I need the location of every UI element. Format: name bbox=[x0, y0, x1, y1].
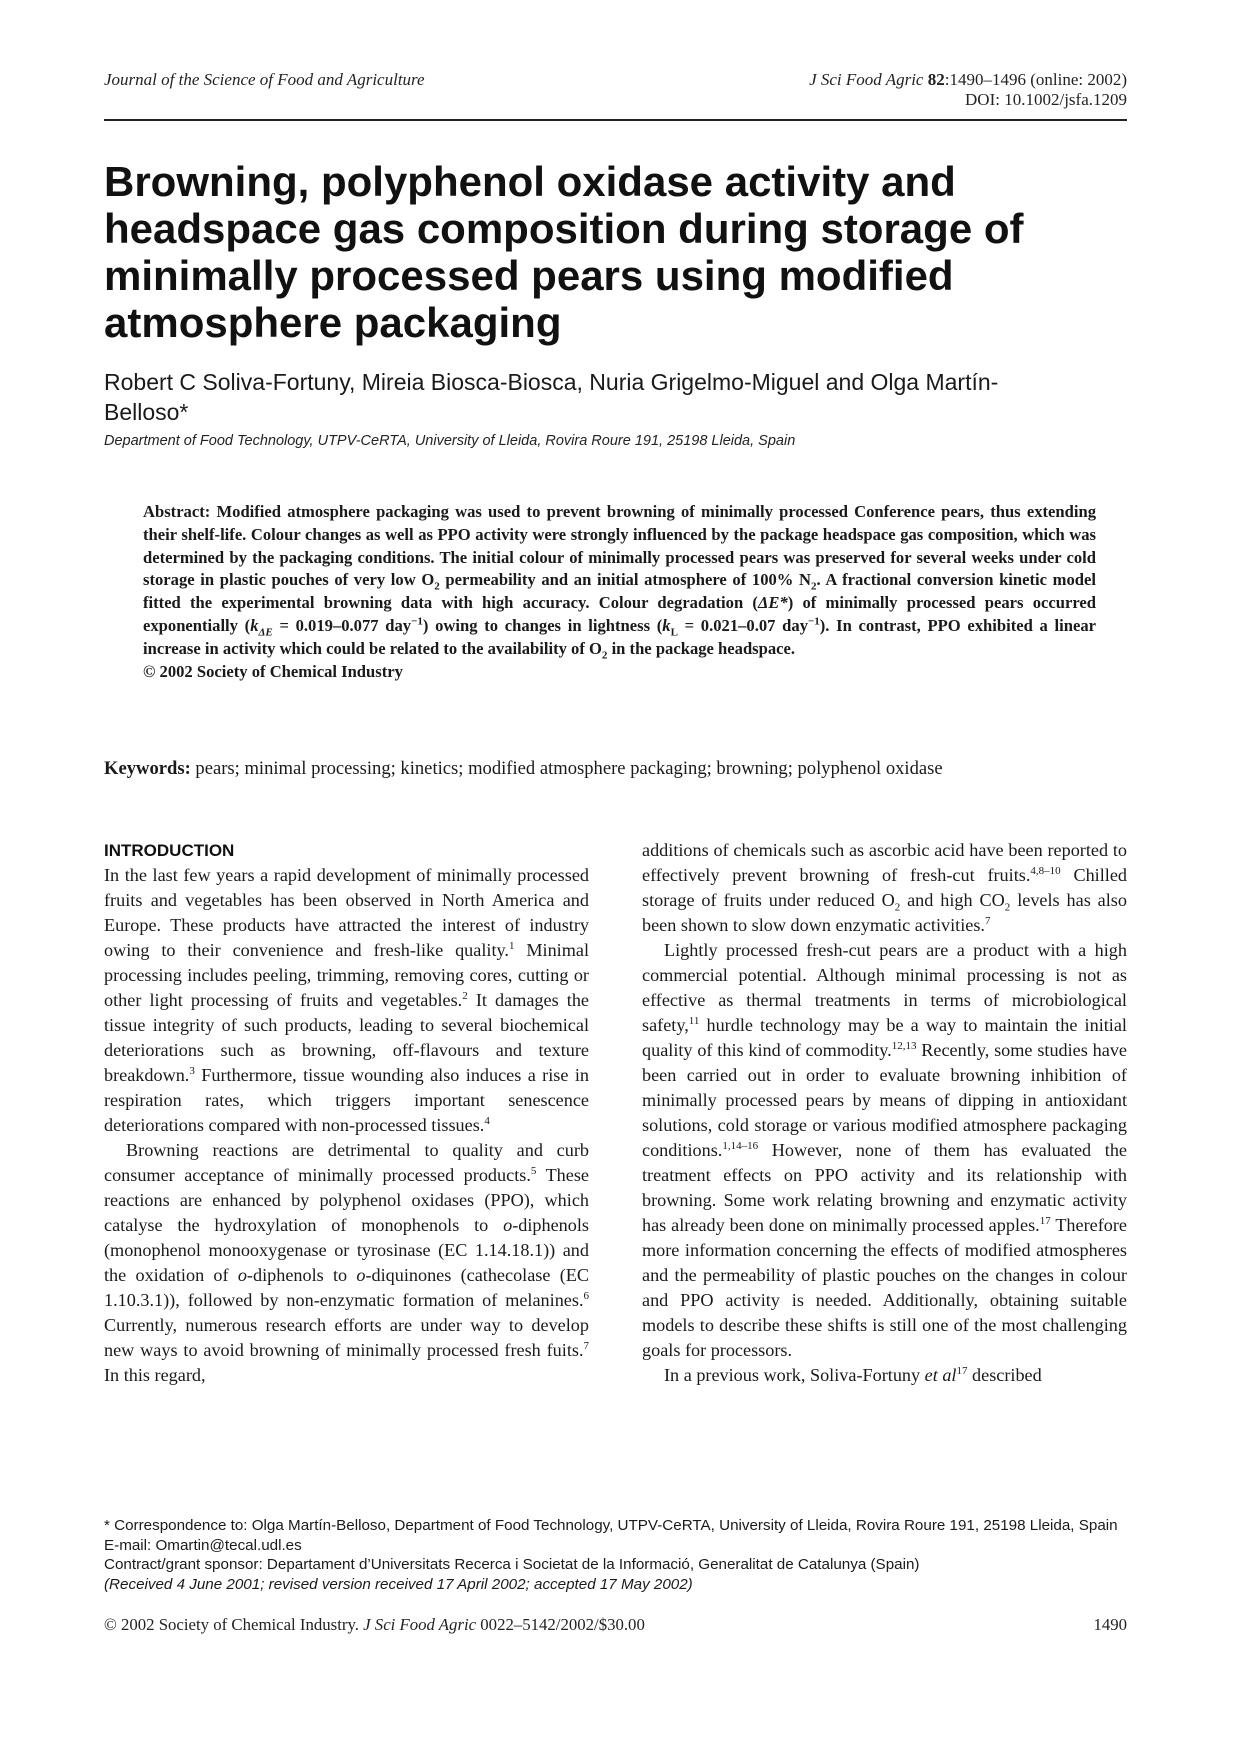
page-number: 1490 bbox=[1093, 1615, 1127, 1634]
keywords bbox=[104, 758, 1127, 780]
abstract-copyright: © 2002 Society of Chemical Industry bbox=[143, 661, 403, 681]
email-note[interactable]: E-mail: Omartin@tecal.udl.es bbox=[104, 1536, 302, 1554]
doi-link[interactable]: DOI: 10.1002/jsfa.1209 bbox=[965, 90, 1127, 109]
paragraph: In a previous work, Soliva-Fortuny et $al^{17}$ described bbox=[664, 1364, 1042, 1385]
received-note: (Received 4 June 2001; revised version received 17 April 2002; accepted 17 May 2002) bbox=[104, 1575, 693, 1593]
section-heading: INTRODUCTION bbox=[104, 841, 235, 860]
paragraph: additions of chemicals such as ascorbic acid have been reported to effectively prevent browning of fresh-cut fruits.$^{4,8-10}$ Chilled storage of fruits under reduced $O_2$ and high $CO_2$ levels has also been shown to slow down enzymatic activities.$^7$ bbox=[642, 840, 1127, 935]
citation-block: J Sci Food Agric 82:1490–1496 (online: 2002) DOI: 10.1002/jsfa.1209 bbox=[809, 70, 1127, 109]
abstract: Abstract: Modified atmosphere packaging was used to prevent browning of minimally processed Conference pears, thus extending their shelf-life. Colour changes as well as PPO activity were strongly influenced by the package headspace gas composition, which was determined by the packaging conditions. The initial colour of minimally processed pears was preserved for several weeks under cold storage in plastic pouches of very low $O_2$ permeability and an initial atmosphere of 100% $N_2$. A fractional conversion kinetic model fitted the experimental browning data with high accuracy. Colour degradation (ΔE*) of minimally processed pears occurred exponentially ($k_{\Delta E} = 0.019-0.077$ day$^{-1}$) owing to changes in lightness ($k_L = 0.021-0.07$ day$^{-1}$). In contrast, PPO exhibited a linear increase in activity which could be related to the availability of $O_2$ in the package headspace. © 2002 Society of Chemical Industry bbox=[143, 501, 1096, 683]
article-title: Browning, polyphenol oxidase activity and headspace gas composition during storage of minimally processed pears using modified atmosphere packaging bbox=[104, 158, 1024, 346]
author-list: Robert C Soliva-Fortuny, Mireia Biosca-Biosca, Nuria Grigelmo-Miguel and Olga Martín-Belloso* bbox=[104, 369, 999, 425]
keywords-label: Keywords: bbox=[104, 758, 191, 779]
page-footer: © 2002 Society of Chemical Industry. J Sci Food Agric 0022–5142/2002/$30.00 1490 bbox=[104, 1615, 1127, 1634]
footnotes bbox=[104, 1516, 1127, 1594]
abstract-label: Abstract: bbox=[143, 502, 211, 521]
correspondence-note: * Correspondence to: Olga Martín-Belloso, Department of Food Technology, UTPV-CeRTA, University of Lleida, Rovira Roure 191, 25198 Lleida, Spain bbox=[104, 1517, 1118, 1534]
affiliation: Department of Food Technology, UTPV-CeRTA, University of Lleida, Rovira Roure 191, 25198 Lleida, Spain bbox=[104, 433, 796, 449]
header-rule bbox=[104, 119, 1127, 121]
journal-name: Journal of the Science of Food and Agriculture bbox=[104, 70, 425, 89]
left-column bbox=[104, 838, 589, 1388]
paragraph: Lightly processed fresh-cut pears are a product with a high commercial potential. Although minimal processing is not as effective as thermal treatments in terms of microbiological safety,$^{11}$ hurdle technology may be a way to maintain the initial quality of this kind of commodity.$^{12,13}$ Recently, some studies have been carried out in order to evaluate browning inhibition of minimally processed pears by means of dipping in antioxidant solutions, cold storage or various modified atmosphere packaging conditions.$^{1,14-16}$ However, none of them has evaluated the treatment effects on PPO activity and its relationship with browning. Some work relating browning and enzymatic activity has already been done on minimally processed apples.$^{17}$ Therefore more information concerning the effects of modified atmospheres and the permeability of plastic pouches on the changes in colour and PPO activity is needed. Additionally, obtaining suitable models to describe these shifts is still one of the most challenging goals for processors. bbox=[642, 940, 1127, 1360]
paragraph: In the last few years a rapid development of minimally processed fruits and vegetables has been observed in North America and Europe. These products have attracted the interest of industry owing to their convenience and fresh-like quality.$^1$ Minimal processing includes peeling, trimming, removing cores, cutting or other light processing of fruits and vegetables.$^2$ It damages the tissue integrity of such products, leading to several biochemical deteriorations such as browning, off-flavours and texture breakdown.$^3$ Furthermore, tissue wounding also induces a rise in respiration rates, which triggers important senescence deteriorations compared with non-processed tissues.$^4$ bbox=[104, 865, 590, 1135]
sponsor-note: Contract/grant sponsor: Departament d’Universitats Recerca i Societat de la Informació, Generalitat de Catalunya (Spain) bbox=[104, 1556, 920, 1574]
right-column bbox=[642, 838, 1127, 1388]
paragraph: Browning reactions are detrimental to quality and curb consumer acceptance of minimally processed products.$^5$ These reactions are enhanced by polyphenol oxidases (PPO), which catalyse the hydroxylation of monophenols to o-diphenols (monophenol monooxygenase or tyrosinase (EC 1.14.18.1)) and the oxidation of o-diphenols to o-diquinones (cathecolase (EC 1.10.3.1)), followed by non-enzymatic formation of melanines.$^6$ Currently, numerous research efforts are under way to develop new ways to avoid browning of minimally processed fresh fuits.$^7$ In this regard, bbox=[104, 1140, 589, 1385]
keywords-text: pears; minimal processing; kinetics; modified atmosphere packaging; browning; polyphenol oxidase bbox=[195, 758, 943, 779]
